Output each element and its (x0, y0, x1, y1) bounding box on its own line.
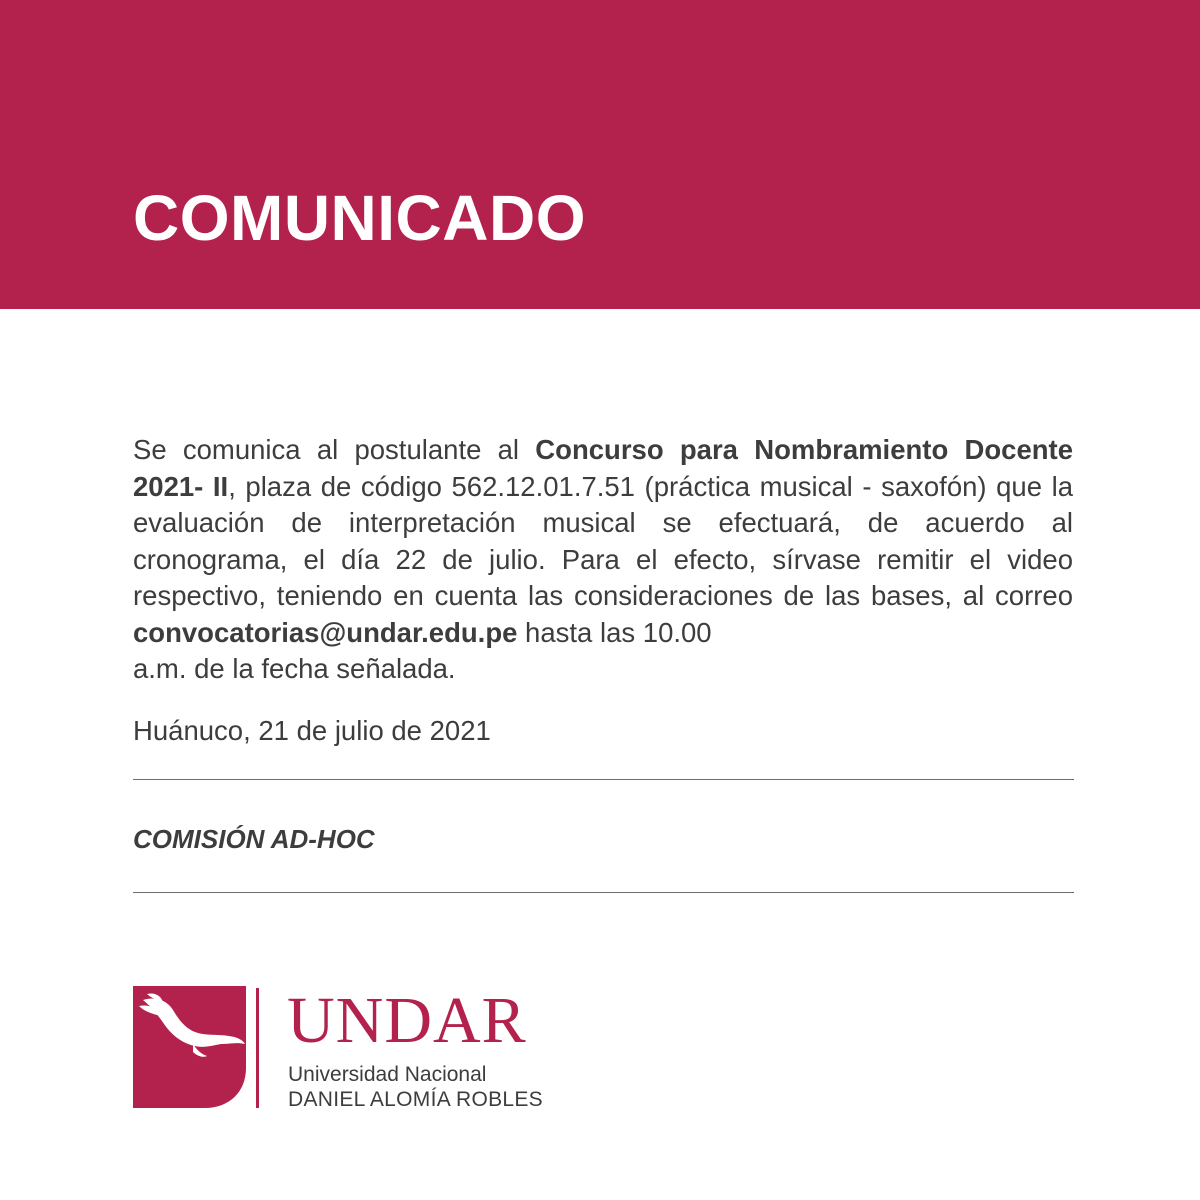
divider-bottom (133, 892, 1074, 893)
body-text-part-1: Se comunica al postulante al (133, 434, 536, 465)
signature-line: COMISIÓN AD-HOC (133, 824, 375, 854)
university-logo-name: UNDAR (287, 984, 527, 1057)
contact-email: convocatorias@undar.edu.pe (133, 616, 518, 648)
university-subtitle-1: Universidad Nacional (288, 1063, 487, 1086)
body-text-part-3: hasta las 10.00 (517, 616, 712, 648)
place-and-date: Huánuco, 21 de julio de 2021 (133, 715, 491, 746)
body-text-last-line: a.m. de la fecha señalada. (133, 653, 456, 684)
divider-top (133, 779, 1074, 780)
body-text-part-2: , plaza de código 562.12.01.7.51 (práctica musical - saxofón) que la evaluación de interpretación musical se efectuará, de acuerdo al cronograma, el día 22 de julio. Para el efecto, sírvase remitir el video respectivo, teniendo en cuenta las consideraciones de las bases, al correo (133, 470, 1073, 611)
condor-emblem-icon (133, 986, 246, 1108)
announcement-body (133, 432, 1073, 688)
page-title: COMUNICADO (133, 182, 586, 254)
contest-name: Concurso para Nombramiento Docente 2021- II (133, 434, 1073, 502)
university-subtitle-2: DANIEL ALOMÍA ROBLES (288, 1088, 543, 1111)
header-banner (0, 0, 1200, 309)
logo-divider (256, 988, 259, 1108)
